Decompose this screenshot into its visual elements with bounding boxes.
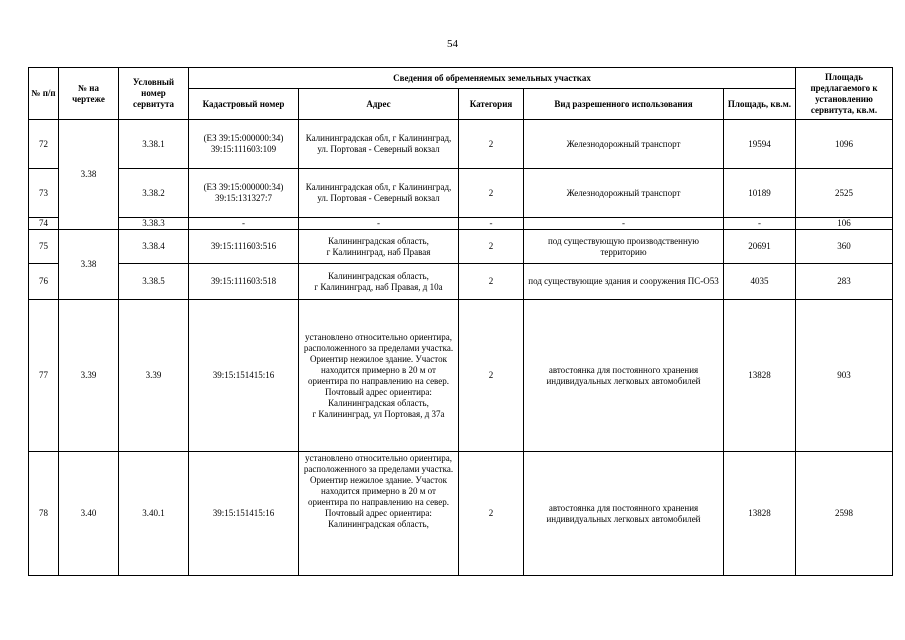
cell-category: 2	[459, 300, 524, 452]
cell-drawing: 3.39	[59, 300, 119, 452]
cell-address: -	[299, 218, 459, 230]
cell-servitude: 3.38.3	[119, 218, 189, 230]
table-row	[29, 300, 893, 452]
cell-cadastral: 39:15:111603:518	[189, 264, 299, 300]
header-servitude-number: Условный номер сервитута	[119, 68, 189, 120]
cell-num: 75	[29, 230, 59, 264]
cell-category: -	[459, 218, 524, 230]
cell-servitude: 3.40.1	[119, 452, 189, 576]
cell-num: 72	[29, 120, 59, 169]
table-row	[29, 264, 893, 300]
cell-servitude-area: 106	[796, 218, 893, 230]
cell-servitude-area: 360	[796, 230, 893, 264]
header-drawing: № на чертеже	[59, 68, 119, 120]
cell-category: 2	[459, 452, 524, 576]
header-cadastral: Кадастровый номер	[189, 89, 299, 120]
cell-permitted-use: -	[524, 218, 724, 230]
cell-num: 78	[29, 452, 59, 576]
cell-permitted-use: автостоянка для постоянного хранения индивидуальных легковых автомобилей	[524, 452, 724, 576]
cell-category: 2	[459, 169, 524, 218]
cell-num: 74	[29, 218, 59, 230]
cell-permitted-use: под существующую производственную территорию	[524, 230, 724, 264]
cell-permitted-use: Железнодорожный транспорт	[524, 169, 724, 218]
table-row	[29, 218, 893, 230]
cell-servitude: 3.38.4	[119, 230, 189, 264]
cell-servitude-area: 2525	[796, 169, 893, 218]
cell-area: 13828	[724, 452, 796, 576]
cell-servitude: 3.38.5	[119, 264, 189, 300]
table-row	[29, 452, 893, 576]
cell-category: 2	[459, 264, 524, 300]
cell-address: Калининградская обл, г Калининград, ул. Портовая - Северный вокзал	[299, 120, 459, 169]
cell-drawing: 3.38	[59, 120, 119, 230]
servitude-table	[28, 67, 893, 576]
header-address: Адрес	[299, 89, 459, 120]
cell-drawing: 3.40	[59, 452, 119, 576]
cell-area: 20691	[724, 230, 796, 264]
cell-cadastral: 39:15:111603:516	[189, 230, 299, 264]
table-row	[29, 120, 893, 169]
cell-cadastral: 39:15:151415:16	[189, 452, 299, 576]
cell-servitude: 3.38.2	[119, 169, 189, 218]
cell-cadastral: (ЕЗ 39:15:000000:34) 39:15:111603:109	[189, 120, 299, 169]
table-row	[29, 230, 893, 264]
cell-area: 10189	[724, 169, 796, 218]
cell-servitude-area: 1096	[796, 120, 893, 169]
cell-num: 77	[29, 300, 59, 452]
cell-address-text: установлено относительно ориентира, расположенного за пределами участка. Ориентир нежилое здание. Участок находится примерно в 20 м от ориентира по направлению на север. Почтовый адрес ориентира: Калининградская область,	[303, 452, 454, 529]
header-encumbered-info: Сведения об обременяемых земельных участках	[189, 68, 796, 89]
cell-permitted-use: автостоянка для постоянного хранения индивидуальных легковых автомобилей	[524, 300, 724, 452]
header-area: Площадь, кв.м.	[724, 89, 796, 120]
header-num: № п/п	[29, 68, 59, 120]
header-category: Категория	[459, 89, 524, 120]
cell-servitude: 3.39	[119, 300, 189, 452]
cell-permitted-use: Железнодорожный транспорт	[524, 120, 724, 169]
cell-servitude-area: 903	[796, 300, 893, 452]
cell-cadastral: -	[189, 218, 299, 230]
cell-cadastral: (ЕЗ 39:15:000000:34) 39:15:131327:7	[189, 169, 299, 218]
cell-address: Калининградская обл, г Калининград, ул. Портовая - Северный вокзал	[299, 169, 459, 218]
header-permitted-use: Вид разрешенного использования	[524, 89, 724, 120]
cell-area: -	[724, 218, 796, 230]
page-number: 54	[447, 38, 458, 50]
table-row	[29, 169, 893, 218]
cell-area: 4035	[724, 264, 796, 300]
cell-address: Калининградская область, г Калининград, наб Правая	[299, 230, 459, 264]
cell-area: 19594	[724, 120, 796, 169]
cell-num: 73	[29, 169, 59, 218]
cell-servitude: 3.38.1	[119, 120, 189, 169]
cell-num: 76	[29, 264, 59, 300]
header-servitude-area: Площадь предлагаемого к установлению сервитута, кв.м.	[796, 68, 893, 120]
cell-area: 13828	[724, 300, 796, 452]
cell-category: 2	[459, 120, 524, 169]
cell-address	[299, 452, 459, 576]
cell-address: установлено относительно ориентира, расположенного за пределами участка. Ориентир нежилое здание. Участок находится примерно в 20 м от ориентира по направлению на север. Почтовый адрес ориентира: Калининградская область, г Калининград, ул Портовая, д 37а	[299, 300, 459, 452]
cell-servitude-area: 283	[796, 264, 893, 300]
cell-category: 2	[459, 230, 524, 264]
cell-address: Калининградская область, г Калининград, наб Правая, д 10а	[299, 264, 459, 300]
cell-cadastral: 39:15:151415:16	[189, 300, 299, 452]
cell-permitted-use: под существующие здания и сооружения ПС-О53	[524, 264, 724, 300]
cell-servitude-area: 2598	[796, 452, 893, 576]
cell-drawing: 3.38	[59, 230, 119, 300]
